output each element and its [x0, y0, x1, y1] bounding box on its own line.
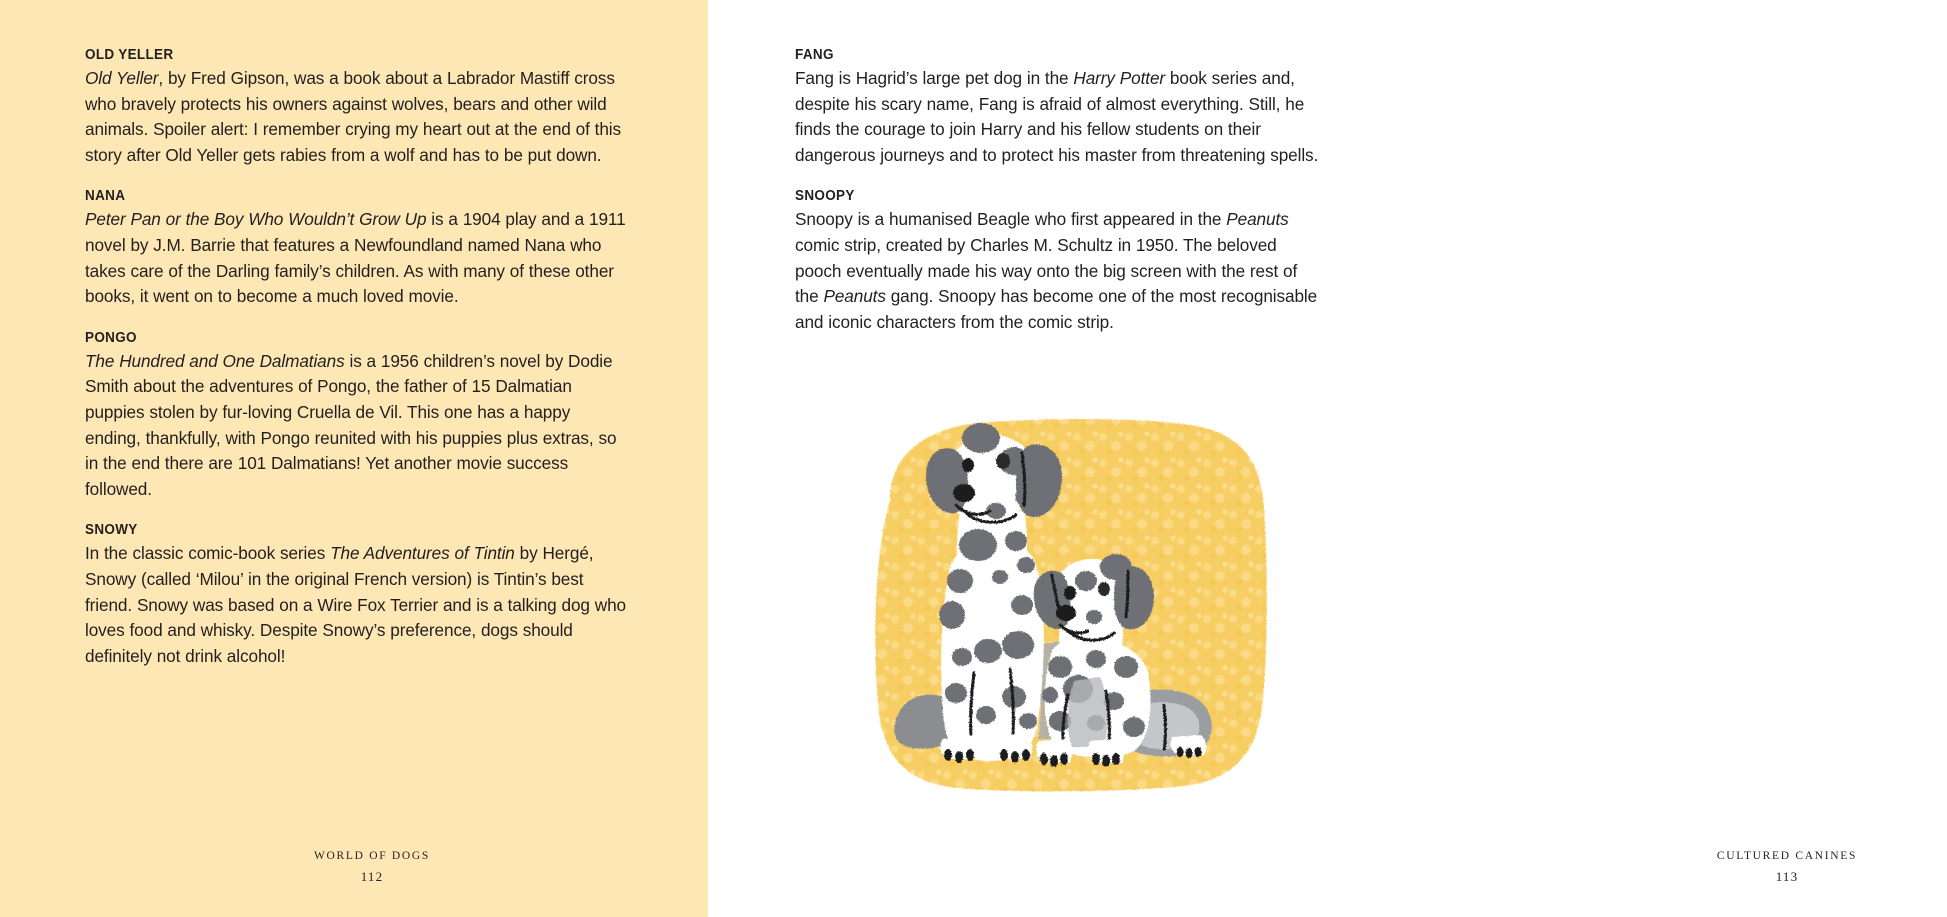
footer-page-number-left: 112: [360, 869, 384, 884]
entry-pongo: [85, 330, 630, 503]
entry-body-pongo: The Hundred and One Dalmatians is a 1956 children’s novel by Dodie Smith about the adventures of Pongo, the father of 15 Dalmatian puppies stolen by fur-loving Cruella de Vil. This one has a happy ending, thankfully, with Pongo reunited with his puppies plus extras, so in the end there are 101 Dalmatians! Yet another movie success followed.: [85, 350, 617, 499]
entry-fang: [795, 47, 1323, 168]
entry-snowy: [85, 522, 630, 669]
entry-snoopy: [795, 188, 1323, 335]
footer-chapter-title-left: WORLD OF DOGS: [313, 850, 431, 862]
entry-heading-old-yeller: OLD YELLER: [85, 47, 174, 63]
entry-body-old-yeller: Old Yeller, by Fred Gipson, was a book about a Labrador Mastiff cross who bravely protects his owners against wolves, bears and other wild animals. Spoiler alert: I remember crying my heart out at the end of this story after Old Yeller gets rabies from a wolf and has to be put down.: [85, 68, 621, 165]
entry-body-snoopy: Snoopy is a humanised Beagle who first appeared in the Peanuts comic strip, created by Charles M. Schultz in 1950. The beloved pooch eventually made his way onto the big screen with the rest of the Peanuts gang. Snoopy has become one of the most recognisable and iconic characters from the comic strip.: [795, 209, 1318, 332]
left-page-footer: [212, 850, 532, 885]
dalmatians-illustration-svg: [838, 405, 1288, 815]
left-page-text-column: [85, 47, 630, 669]
entry-heading-nana: NANA: [85, 188, 126, 205]
left-page: [0, 0, 708, 917]
footer-chapter-title-right: CULTURED CANINES: [1716, 850, 1858, 862]
entry-heading-snoopy: SNOOPY: [795, 188, 855, 205]
right-page-text-column: [795, 47, 1323, 335]
right-page-footer: [1627, 850, 1947, 885]
footer-page-number-right: 113: [1775, 869, 1799, 884]
entry-heading-pongo: PONGO: [85, 329, 137, 346]
entry-body-fang: Fang is Hagrid’s large pet dog in the Harry Potter book series and, despite his scary name, Fang is afraid of almost everything. Still, he finds the courage to join Harry and his fellow students on their dangerous journeys and to protect his master from threatening spells.: [795, 68, 1319, 165]
entry-heading-fang: FANG: [795, 47, 834, 63]
entry-nana: [85, 188, 630, 309]
right-page: [708, 0, 1858, 917]
entry-body-nana: Peter Pan or the Boy Who Wouldn’t Grow Up is a 1904 play and a 1911 novel by J.M. Barrie that features a Newfoundland named Nana who takes care of the Darling family’s children. As with many of these other books, it went on to become a much loved movie.: [85, 209, 626, 307]
entry-body-snowy: In the classic comic-book series The Adventures of Tintin by Hergé, Snowy (called ‘Milou’ in the original French version) is Tintin’s best friend. Snowy was based on a Wire Fox Terrier and is a talking dog who loves food and whisky. Despite Snowy’s preference, dogs should definitely not drink alcohol!: [85, 543, 626, 666]
dalmatians-illustration: [838, 405, 1288, 815]
entry-old-yeller: [85, 47, 630, 168]
entry-heading-snowy: SNOWY: [85, 522, 138, 539]
